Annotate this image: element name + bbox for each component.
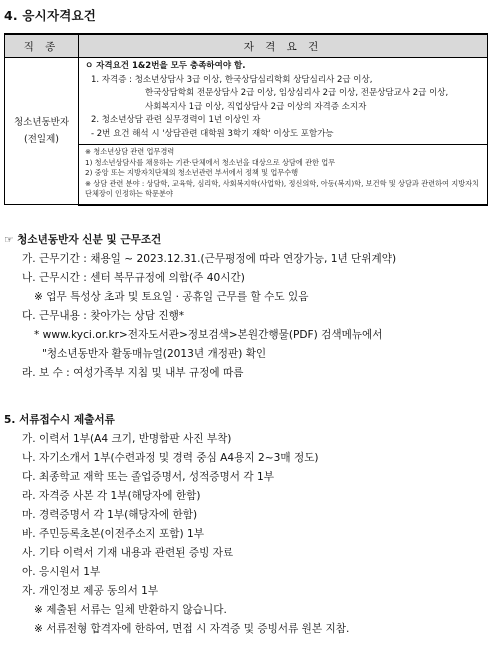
work-conditions-title: ☞ 청소년동반자 신분 및 근무조건 <box>4 234 162 246</box>
section-heading-eligibility: 4. 응시자격요건 <box>4 8 97 23</box>
document-line: 나. 자기소개서 1부(수련과정 및 경력 중심 A4용지 2~3매 정도) <box>22 452 319 464</box>
job-category-name: 청소년동반자 <box>13 117 70 128</box>
qual-line: 사회복지사 1급 이상, 직업상담사 2급 이상의 자격증 소지자 <box>145 101 367 112</box>
document-note: ※ 제출된 서류는 일체 반환하지 않습니다. <box>34 604 227 616</box>
condition-line: 나. 근무시간 : 센터 복무규정에 의함(주 40시간) <box>22 272 245 284</box>
documents-title: 5. 서류접수시 제출서류 <box>4 414 115 426</box>
condition-line: 다. 근무내용 : 찾아가는 상담 진행* <box>22 310 185 322</box>
table-row-qualification <box>5 58 488 145</box>
document-line: 마. 경력증명서 각 1부(해당자에 한함) <box>22 509 198 521</box>
note-line: ※ 상담 관련 분야 : 상담학, 교육학, 심리학, 사회복지학(사업학), 정신의학, 아동(복지)학, 보건학 및 상담과 관련하여 지방자치단체장이 인정하는 학문분야 <box>85 178 479 198</box>
table-header-row <box>5 34 488 58</box>
eligibility-table <box>4 33 488 206</box>
document-line: 다. 최종학교 재학 또는 졸업증명서, 성적증명서 각 1부 <box>22 471 274 483</box>
condition-line: * www.kyci.or.kr>전자도서관>정보검색>본원간행물(PDF) 검색메뉴에서 <box>34 329 383 341</box>
table-header-requirements: 자 격 요 건 <box>79 34 488 58</box>
qual-line: 한국상담학회 전문상담사 2급 이상, 임상심리사 2급 이상, 전문상담교사 2급 이상, <box>145 88 449 98</box>
table-header-job: 직 종 <box>5 34 79 58</box>
qual-line: 1. 자격증 : 청소년상담사 3급 이상, 한국상담심리학회 상담심리사 2급 이상, <box>91 74 373 85</box>
document-line: 가. 이력서 1부(A4 크기, 반명함판 사진 부착) <box>22 433 232 445</box>
condition-line: ※ 업무 특성상 초과 및 토요일 · 공휴일 근무를 할 수도 있음 <box>34 291 309 303</box>
documents-section <box>4 411 490 639</box>
job-category-cell <box>5 58 79 205</box>
document-line: 자. 개인정보 제공 동의서 1부 <box>22 585 159 597</box>
document-line: 아. 응시원서 1부 <box>22 566 101 578</box>
qualification-cell <box>79 58 488 145</box>
document-note: ※ 서류전형 합격자에 한하여, 면접 시 자격증 및 증빙서류 원본 지참. <box>34 623 350 635</box>
qual-line: - 2번 요건 해석 시 '상담관련 대학원 3학기 재학' 이상도 포함가능 <box>91 128 334 139</box>
work-conditions-section <box>4 231 490 383</box>
note-line: 1) 청소년상담사를 채용하는 기관·단체에서 청소년을 대상으로 상담에 관한 업무 <box>85 157 336 167</box>
job-category-type: (전일제) <box>24 134 59 145</box>
document-line: 라. 자격증 사본 각 1부(해당자에 한함) <box>22 490 201 502</box>
qual-line: ㅇ 자격요건 1&2번을 모두 충족하여야 함. <box>85 61 246 71</box>
condition-line: 가. 근무기간 : 채용일 ~ 2023.12.31.(근무평정에 따라 연장가능, 1년 단위계약) <box>22 253 397 265</box>
document-line: 사. 기타 이력서 기재 내용과 관련된 증빙 자료 <box>22 547 234 559</box>
condition-line: 라. 보 수 : 여성가족부 지침 및 내부 규정에 따름 <box>22 367 244 379</box>
note-cell <box>79 145 488 205</box>
note-line: 2) 중앙 또는 지방자치단체의 청소년관련 부서에서 정책 및 업무수행 <box>85 168 299 177</box>
document-line: 바. 주민등록초본(이전주소지 포함) 1부 <box>22 528 204 540</box>
note-line: ※ 청소년상담 관련 업무경력 <box>85 147 175 156</box>
condition-line: "청소년동반자 활동매뉴얼(2013년 개정판) 확인 <box>42 348 267 360</box>
qual-line: 2. 청소년상담 관련 실무경력이 1년 이상인 자 <box>91 115 261 125</box>
